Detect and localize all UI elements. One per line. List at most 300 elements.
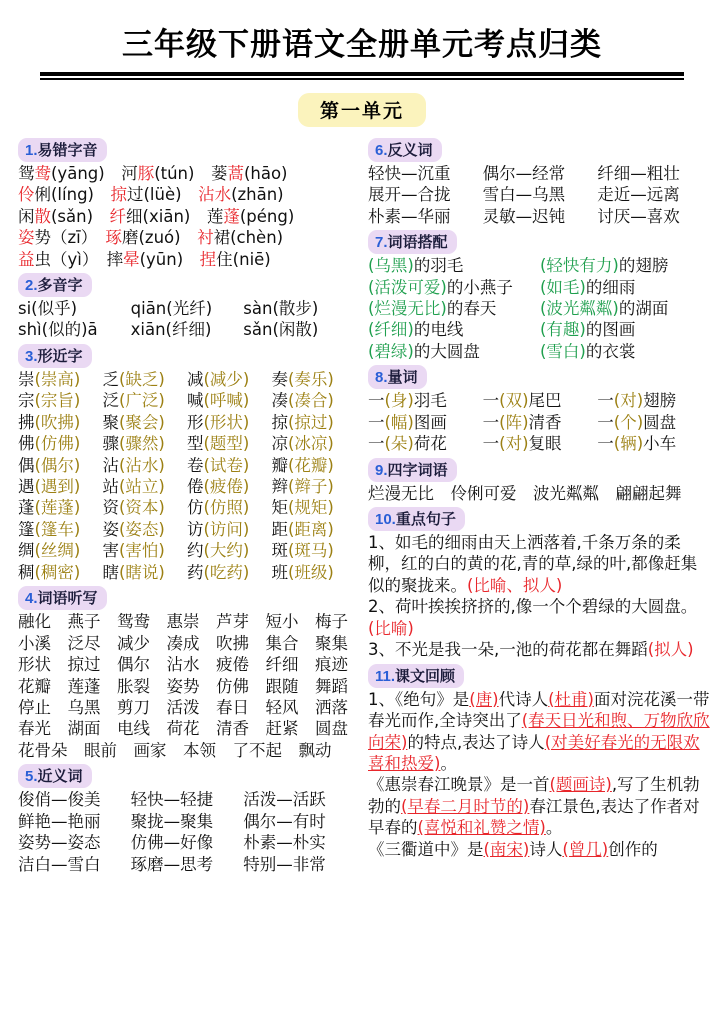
- answer-blank: (题画诗): [549, 775, 612, 795]
- base-char: 稠: [18, 562, 35, 582]
- answer-blank: (春天日光和煦、万物欣欣向荣): [368, 711, 710, 752]
- liangci-cell: [597, 390, 712, 411]
- section-number: 1.: [25, 141, 38, 159]
- pinyin-row: [18, 184, 356, 205]
- example-word: (遇到): [34, 477, 81, 496]
- noun: 的衣裳: [585, 341, 636, 361]
- example-word: (辫子): [288, 477, 334, 496]
- section-1-rows: [18, 163, 356, 270]
- section-11-rows: [368, 689, 712, 861]
- base-char: 偶: [18, 455, 35, 475]
- example-word: (崇高): [34, 369, 81, 389]
- example-word: (偶尔): [34, 455, 81, 475]
- jinyici-row: [18, 832, 356, 853]
- hanzi: 纤: [109, 206, 127, 226]
- noun: 的细雨: [585, 277, 636, 297]
- example-word: (试卷): [203, 455, 250, 475]
- rhetoric-note: (比喻): [368, 618, 414, 638]
- dapei-row: [368, 319, 712, 340]
- section-number: 10.: [375, 511, 396, 528]
- section-title: 四字词语: [387, 461, 448, 479]
- numeral: 一: [482, 412, 500, 432]
- section-badge-10: [368, 507, 465, 531]
- pinyin-text: (hāo): [243, 163, 288, 183]
- section-fanyici: [368, 138, 712, 227]
- dapei-cell: [368, 298, 540, 319]
- numeral: 一: [368, 391, 385, 411]
- section-number: 6.: [375, 141, 388, 159]
- xingjinzi-cell: [187, 455, 272, 476]
- example-word: (篷车): [34, 519, 81, 539]
- answer-blank: (喜悦和礼赞之情): [417, 818, 546, 838]
- rhetoric-note: (比喻、拟人): [467, 575, 563, 595]
- xingjinzi-cell: [272, 562, 357, 583]
- xingjinzi-row: [18, 433, 356, 454]
- prompt-text: 。: [545, 818, 563, 838]
- base-char: 约: [187, 541, 204, 561]
- base-char: 佛: [18, 434, 35, 454]
- section-4-rows: [18, 611, 356, 761]
- base-char: 姿: [102, 519, 119, 539]
- example-word: (站立): [119, 477, 165, 496]
- xingjinzi-cell: [187, 390, 272, 411]
- spacer: [105, 164, 122, 183]
- base-char: 减: [187, 369, 204, 389]
- liangci-cell: [483, 390, 598, 411]
- dictation-row: 融化 燕子 鸳鸯 惠崇 芦芽 短小 梅子: [18, 612, 348, 632]
- section-number: 3.: [25, 347, 38, 365]
- example-word: (斑马): [288, 541, 334, 561]
- hanzi: 晕: [123, 249, 140, 269]
- xingjinzi-row: [18, 412, 356, 433]
- prompt-text: 创作的: [608, 839, 658, 859]
- example-word: (沾水): [119, 455, 165, 475]
- spacer: [93, 207, 110, 226]
- section-5-rows: [18, 789, 356, 875]
- right-column: [362, 138, 714, 878]
- noun: 小车: [643, 434, 677, 454]
- hanzi: 沾: [198, 185, 215, 205]
- jinyici-cell: 洁白—雪白: [18, 854, 101, 874]
- pinyin-text: (yūn): [139, 249, 184, 269]
- title-divider: [40, 72, 684, 80]
- hanzi: 俐: [34, 185, 51, 205]
- section-ciyu-tingxie: [18, 586, 356, 761]
- xingjinzi-cell: [103, 540, 188, 561]
- measure-word: (个): [613, 412, 644, 432]
- jinyici-cell: 琢磨—思考: [130, 854, 214, 874]
- jinyici-cell: 朴素—朴实: [243, 833, 326, 853]
- example-word: (题型): [203, 434, 250, 454]
- dapei-row: [368, 298, 712, 319]
- example-word: (仿佛): [34, 434, 81, 454]
- base-char: 卷: [187, 455, 204, 475]
- xingjinzi-cell: [18, 390, 103, 411]
- xingjinzi-cell: [187, 562, 272, 583]
- section-badge-2: [18, 273, 92, 297]
- dictation-row: 花瓣 莲蓬 胀裂 姿势 仿佛 跟随 舞蹈: [18, 676, 348, 696]
- jinyici-cell: 姿势—姿态: [18, 833, 101, 853]
- duoyinzi-row: [18, 319, 356, 340]
- liangci-cell: [368, 412, 483, 433]
- base-char: 药: [187, 562, 204, 582]
- jinyici-cell: 鲜艳—艳丽: [18, 811, 101, 831]
- liangci-cell: [597, 412, 712, 433]
- jinyici-cell: 偶尔—有时: [243, 811, 326, 831]
- modifier: (波光粼粼): [540, 298, 619, 318]
- pinyin-text: (tún): [154, 163, 195, 183]
- prompt-text: 春江景色,表达了作者对早春的: [368, 796, 700, 838]
- example-word: (缺乏): [119, 369, 165, 389]
- section-number: 7.: [375, 234, 388, 252]
- spacer: [182, 185, 199, 204]
- section-zhongdian-juzi: [368, 507, 712, 661]
- section-badge-7: [368, 230, 457, 254]
- pinyin-row: [18, 227, 356, 248]
- base-char: 掠: [271, 412, 288, 432]
- jinyici-cell: 俊俏—俊美: [18, 790, 101, 810]
- xingjinzi-cell: [272, 476, 357, 497]
- dapei-cell: [368, 277, 540, 298]
- section-title: 易错字音: [37, 141, 98, 159]
- base-char: 奏: [271, 369, 288, 389]
- liangci-cell: [483, 412, 598, 433]
- base-char: 害: [102, 541, 119, 561]
- example-word: (聚会): [119, 412, 165, 432]
- base-char: 乏: [102, 369, 119, 389]
- liangci-row: [368, 412, 712, 433]
- section-title: 重点句子: [395, 511, 456, 528]
- spacer: [181, 228, 198, 247]
- noun: 复眼: [528, 434, 562, 454]
- rhetoric-note: (拟人): [647, 640, 694, 660]
- example-word: (骤然): [119, 434, 165, 454]
- xingjinzi-cell: [187, 476, 272, 497]
- noun: 清香: [528, 412, 562, 432]
- section-number: 9.: [375, 461, 388, 479]
- section-xingjinzi: [18, 344, 356, 583]
- example-word: (吃药): [203, 562, 250, 582]
- dapei-cell: [368, 255, 540, 276]
- section-7-rows: [368, 255, 712, 362]
- dapei-row: [368, 255, 712, 276]
- section-title: 量词: [387, 369, 418, 387]
- fanyici-cell: 轻快—沉重: [368, 163, 451, 183]
- example-word: (花瓣): [288, 455, 334, 475]
- xingjinzi-cell: [103, 412, 188, 433]
- numeral: 一: [368, 434, 385, 454]
- section-title: 词语搭配: [387, 234, 448, 252]
- section-title: 课文回顾: [395, 667, 456, 685]
- huigu-item: [368, 689, 712, 775]
- xingjinzi-row: [18, 369, 356, 390]
- dapei-cell: [540, 341, 712, 362]
- xingjinzi-cell: [187, 369, 272, 390]
- pinyin-text: （yì）: [51, 249, 91, 269]
- fanyici-row: [368, 184, 712, 205]
- xingjinzi-row: [18, 562, 356, 583]
- liangci-row: [368, 433, 712, 454]
- numeral: 一: [368, 412, 385, 432]
- section-badge-5: [18, 764, 92, 788]
- xingjinzi-row: [18, 497, 356, 518]
- xingjinzi-cell: [187, 497, 272, 518]
- base-char: 型: [187, 434, 204, 454]
- base-char: 访: [187, 519, 204, 539]
- base-char: 拂: [18, 412, 35, 432]
- dapei-row: [368, 277, 712, 298]
- pinyin-text: (zhān): [231, 185, 284, 205]
- divider-line-thin: [40, 78, 684, 80]
- xingjinzi-cell: [18, 497, 103, 518]
- xingjinzi-cell: [103, 562, 188, 583]
- hanzi: 势: [34, 228, 51, 248]
- hanzi: 细: [126, 206, 143, 226]
- jinyici-row: [18, 854, 356, 875]
- section-3-rows: [18, 369, 356, 583]
- noun: 荷花: [413, 434, 447, 454]
- duoyinzi-cell: xiān(纤细): [130, 320, 212, 340]
- example-word: (奏乐): [288, 369, 334, 389]
- hanzi: 散: [34, 206, 51, 226]
- base-char: 班: [271, 562, 288, 582]
- example-word: (距离): [288, 519, 334, 539]
- content-columns: [10, 138, 714, 878]
- hanzi: 衬: [197, 228, 214, 248]
- hanzi: 伶: [18, 185, 35, 205]
- juzi-item: [368, 532, 712, 596]
- xingjinzi-cell: [18, 540, 103, 561]
- base-char: 崇: [18, 369, 35, 389]
- example-word: (冰凉): [288, 434, 334, 454]
- duoyinzi-cell: qiān(光纤): [130, 298, 213, 318]
- example-word: (姿态): [119, 519, 165, 539]
- example-word: (形状): [203, 412, 250, 432]
- section-8-rows: [368, 390, 712, 454]
- noun: 的小燕子: [446, 277, 513, 297]
- jinyici-row: [18, 789, 356, 810]
- fanyici-cell: 灵敏—迟钝: [482, 206, 566, 226]
- xingjinzi-cell: [103, 476, 188, 497]
- section-number: 11.: [375, 667, 396, 685]
- base-char: 喊: [187, 391, 204, 411]
- pinyin-text: （zī）: [51, 228, 89, 248]
- xingjinzi-cell: [272, 369, 357, 390]
- section-badge-9: [368, 458, 457, 482]
- noun: 的翅膀: [618, 256, 669, 276]
- measure-word: (对): [613, 391, 644, 411]
- pinyin-text: (lüè): [143, 185, 182, 205]
- dictation-row: 春光 湖面 电线 荷花 清香 赶紧 圆盘: [18, 719, 348, 739]
- example-word: (广泛): [119, 391, 165, 411]
- example-word: (稠密): [34, 562, 81, 582]
- noun: 的羽毛: [413, 256, 464, 276]
- xingjinzi-cell: [18, 562, 103, 583]
- fanyici-row: [368, 206, 712, 227]
- hanzi: 过: [126, 185, 144, 205]
- base-char: 凑: [271, 391, 288, 411]
- dictation-row: 花骨朵 眼前 画家 本领 了不起 飘动: [18, 740, 332, 760]
- dictation-row: 小溪 泛尽 减少 凑成 吹拂 集合 聚集: [18, 633, 348, 653]
- base-char: 篷: [18, 519, 35, 539]
- liangci-cell: [368, 433, 483, 454]
- duoyinzi-cell: sǎn(闲散): [243, 320, 319, 340]
- duoyinzi-cell: sàn(散步): [243, 298, 319, 318]
- spacer: [194, 164, 211, 183]
- modifier: (如毛): [540, 277, 586, 297]
- pinyin-text: (zuó): [138, 228, 181, 248]
- modifier: (有趣): [540, 320, 586, 340]
- prompt-text: 《惠崇春江晚景》是一首: [368, 775, 550, 795]
- section-6-rows: [368, 163, 712, 227]
- example-word: (资本): [119, 498, 165, 518]
- fanyici-cell: 走近—远离: [597, 185, 680, 205]
- fanyici-cell: 雪白—乌黑: [482, 185, 566, 205]
- section-yicuo-ziyin: [18, 138, 356, 270]
- xingjinzi-cell: [103, 455, 188, 476]
- jinyici-cell: 轻快—轻捷: [130, 790, 214, 810]
- spacer: [89, 228, 106, 247]
- modifier: (轻快有力): [540, 256, 619, 276]
- modifier: (雪白): [540, 341, 586, 361]
- modifier: (烂漫无比): [368, 298, 447, 318]
- section-10-rows: [368, 532, 712, 661]
- xingjinzi-cell: [187, 412, 272, 433]
- pinyin-row: [18, 249, 356, 270]
- numeral: 一: [597, 412, 614, 432]
- xingjinzi-row: [18, 476, 356, 497]
- base-char: 沾: [102, 455, 119, 475]
- answer-blank: (杜甫): [548, 689, 594, 709]
- prompt-text: 。: [440, 753, 457, 773]
- hanzi: 益: [18, 249, 35, 269]
- pinyin-row: [18, 206, 356, 227]
- answer-blank: (唐): [469, 689, 499, 709]
- spacer: [90, 250, 107, 269]
- xingjinzi-cell: [272, 519, 357, 540]
- section-duoyinzi: [18, 273, 356, 341]
- xingjinzi-cell: [272, 540, 357, 561]
- section-badge-3: [18, 344, 92, 368]
- liangci-cell: [597, 433, 712, 454]
- pinyin-text: (sǎn): [51, 206, 94, 226]
- example-word: (减少): [203, 369, 250, 389]
- xingjinzi-cell: [18, 369, 103, 390]
- hanzi: 琢: [105, 228, 122, 248]
- modifier: (乌黑): [368, 256, 414, 276]
- base-char: 遇: [18, 477, 35, 496]
- base-char: 瓣: [271, 455, 288, 475]
- jinyici-row: [18, 811, 356, 832]
- measure-word: (幅): [384, 412, 414, 432]
- section-badge-11: [368, 664, 464, 688]
- section-title: 词语听写: [37, 590, 98, 608]
- pinyin-text: (líng): [51, 185, 94, 205]
- example-word: (仿照): [203, 498, 250, 518]
- xingjinzi-cell: [18, 455, 103, 476]
- page-title: 三年级下册语文全册单元考点归类: [122, 27, 602, 63]
- xingjinzi-cell: [272, 497, 357, 518]
- prompt-text: 《三衢道中》是: [368, 839, 484, 859]
- dapei-cell: [540, 277, 712, 298]
- example-word: (呼喊): [203, 391, 250, 411]
- example-word: (吹拂): [34, 412, 81, 432]
- noun: 尾巴: [528, 391, 562, 411]
- hanzi: 摔: [106, 249, 124, 269]
- fanyici-row: [368, 163, 712, 184]
- section-9-row: 烂漫无比 伶俐可爱 波光粼粼 翩翩起舞: [368, 483, 682, 503]
- sentence-text: 2、荷叶挨挨挤挤的,像一个个碧绿的大圆盘。: [368, 597, 698, 617]
- noun: 翅膀: [643, 391, 677, 411]
- xingjinzi-cell: [103, 519, 188, 540]
- sentence-text: 1、如毛的细雨由天上洒落着,千条万条的柔柳，红的白的黄的花,青的草,绿的叶,都像赶集似的聚拢来。: [368, 533, 698, 595]
- base-char: 斑: [271, 541, 288, 561]
- base-char: 形: [187, 412, 204, 432]
- left-column: [10, 138, 362, 878]
- hanzi: 河: [121, 163, 138, 183]
- numeral: 一: [597, 391, 614, 411]
- pinyin-text: (xiān): [142, 206, 191, 226]
- example-word: (班级): [288, 562, 334, 582]
- xingjinzi-cell: [187, 433, 272, 454]
- spacer: [190, 207, 207, 226]
- xingjinzi-row: [18, 390, 356, 411]
- xingjinzi-cell: [103, 390, 188, 411]
- fanyici-cell: 纤细—粗壮: [597, 163, 680, 183]
- dapei-cell: [368, 319, 540, 340]
- xingjinzi-cell: [103, 433, 188, 454]
- base-char: 聚: [102, 412, 119, 432]
- dapei-cell: [540, 255, 712, 276]
- base-char: 宗: [18, 391, 35, 411]
- numeral: 一: [482, 434, 500, 454]
- pinyin-text: (yāng): [51, 163, 105, 183]
- answer-blank: (对美好春光的无限欢喜和热爱): [368, 732, 700, 773]
- duoyinzi-cell: si(似乎): [18, 298, 78, 318]
- base-char: 凉: [271, 434, 288, 454]
- answer-blank: (曾几): [562, 839, 609, 859]
- modifier: (活泼可爱): [368, 277, 447, 297]
- hanzi: 鸳: [18, 163, 35, 183]
- hanzi: 裙: [213, 228, 231, 248]
- prompt-text: 代诗人: [498, 689, 549, 709]
- section-badge-8: [368, 365, 427, 389]
- xingjinzi-cell: [103, 369, 188, 390]
- section-badge-4: [18, 586, 107, 610]
- section-2-rows: [18, 298, 356, 341]
- base-char: 蓬: [18, 498, 35, 518]
- noun: 图画: [413, 412, 447, 432]
- numeral: 一: [482, 391, 500, 411]
- base-char: 矩: [271, 498, 288, 518]
- hanzi: 捏: [199, 249, 217, 269]
- measure-word: (双): [499, 391, 529, 411]
- hanzi: 蒌: [210, 163, 228, 183]
- hanzi: 莲: [206, 206, 224, 226]
- section-liangci: [368, 365, 712, 454]
- fanyici-cell: 朴素—华丽: [368, 206, 451, 226]
- numeral: 一: [597, 434, 614, 454]
- pinyin-text: (péng): [239, 206, 295, 226]
- base-char: 瞎: [102, 562, 119, 582]
- xingjinzi-cell: [187, 540, 272, 561]
- duoyinzi-cell: shì(似的)ā: [18, 320, 98, 340]
- section-title: 近义词: [37, 768, 83, 786]
- base-char: 站: [102, 477, 119, 496]
- modifier: (纤细): [368, 320, 414, 340]
- hanzi: 豚: [137, 163, 155, 183]
- answer-blank: (南宋): [483, 839, 530, 859]
